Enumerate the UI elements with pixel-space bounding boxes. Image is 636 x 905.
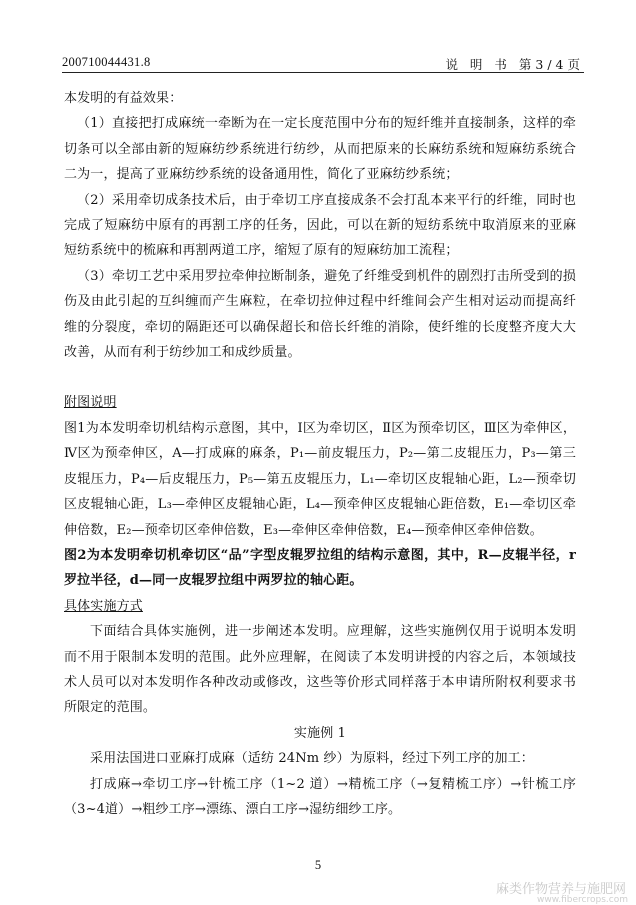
figures-section-title: 附图说明 bbox=[64, 395, 117, 411]
embodiment-intro: 下面结合具体实施例，进一步阐述本发明。应理解，这些实施例仅用于说明本发明而不用于限制本发明的范围。此外应理解，在阅读了本发明讲授的内容之后，本领域技术人员可以对本发明作各种改动或修改，这些等价形式同样落于本申请所附权利要求书所限定的范围。 bbox=[64, 624, 576, 716]
page-number: 5 bbox=[314, 858, 322, 872]
example-1-title: 实施例 1 bbox=[293, 725, 347, 741]
figure-2-description: 图2为本发明牵切机牵切区“品”字型皮辊罗拉组的结构示意图，其中，R—皮辊半径，r罗拉半径，d—同一皮辊罗拉组中两罗拉的轴心距。 bbox=[64, 547, 576, 589]
document-body bbox=[64, 86, 576, 822]
watermark-text: 麻类作物营养与施肥网 bbox=[495, 882, 626, 897]
example-1-process: 打成麻→牵切工序→针梳工序（1~2 道）→精梳工序（→复精梳工序）→针梳工序（3~4道）→粗纱工序→漂练、漂白工序→湿纺细纱工序。 bbox=[64, 776, 576, 817]
benefit-item-1: （1）直接把打成麻统一牵断为在一定长度范围中分布的短纤维并直接制条，这样的牵切条可以全部由新的短麻纺纱系统进行纺纱，从而把原来的长麻纺系统和短麻纺系统合二为一，提高了亚麻纺纱系统的设备通用性，简化了亚麻纺纱系统； bbox=[64, 116, 576, 183]
benefits-title: 本发明的有益效果： bbox=[64, 91, 183, 106]
section-gap bbox=[64, 365, 576, 390]
header-rule bbox=[62, 72, 584, 73]
watermark-url: www.fibercrops.com bbox=[537, 895, 628, 905]
application-number: 200710044431.8 bbox=[62, 55, 151, 69]
benefit-item-2: （2）采用牵切成条技术后，由于牵切工序直接成条不会打乱本来平行的纤维，同时也完成了短麻纺中原有的再割工序的任务，因此，可以在新的短纺系统中取消原来的亚麻短纺系统中的梳麻和再割两道工序，缩短了原有的短麻纺加工流程； bbox=[64, 192, 576, 259]
benefit-item-3: （3）牵切工艺中采用罗拉牵伸拉断制条，避免了纤维受到机件的剧烈打击所受到的损伤及由此引起的互纠缠而产生麻粒，在牵切拉伸过程中纤维间会产生相对运动而提高纤维的分裂度，牵切的隔距还可以确保超长和倍长纤维的消除，使纤维的长度整齐度大大改善，从而有利于纺纱加工和成纱质量。 bbox=[64, 268, 576, 361]
header-page-info: 说 明 书 第3/4页 bbox=[445, 57, 584, 72]
embodiment-section-title: 具体实施方式 bbox=[64, 598, 143, 614]
page-header bbox=[62, 55, 584, 72]
example-1-materials: 采用法国进口亚麻打成麻（适纺 24Nm 纱）为原料，经过下列工序的加工： bbox=[90, 751, 534, 767]
figure-1-description: 图1为本发明牵切机结构示意图，其中，Ⅰ区为牵切区，Ⅱ区为预牵切区，Ⅲ区为牵伸区，Ⅳ区为预牵伸区，A—打成麻的麻条，P₁—前皮辊压力，P₂—第二皮辊压力，P₃—第三皮辊压力，P₄—后皮辊压力，P₅—第五皮辊压力，L₁—牵切区皮辊轴心距，L₂—预牵切区皮辊轴心距，L₃—牵伸区皮辊轴心距，L₄—预牵伸区皮辊轴心距倍数，E₁—牵切区牵伸倍数，E₂—预牵切区牵伸倍数，E₃—牵伸区牵伸倍数，E₄—预牵伸区牵伸倍数。 bbox=[64, 420, 576, 538]
